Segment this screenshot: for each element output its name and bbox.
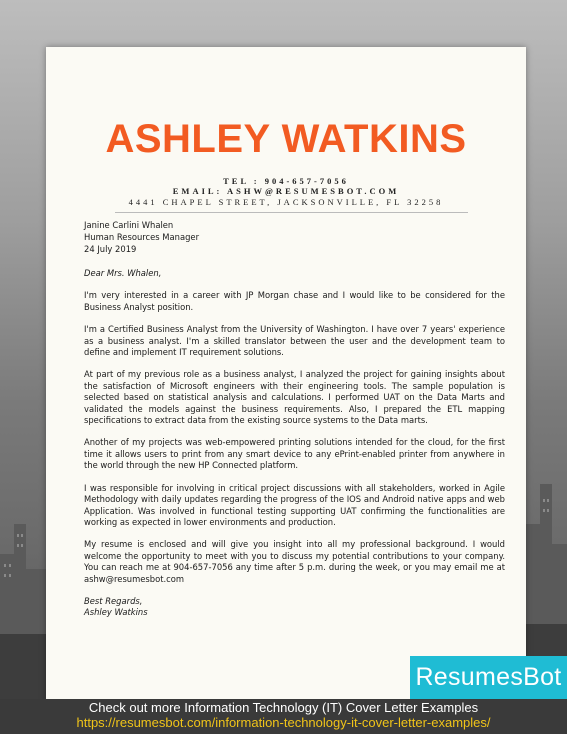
address-line: 4441 CHAPEL STREET, JACKSONVILLE, FL 32258 <box>128 197 444 207</box>
paragraph: I was responsible for involving in critical project discussions with all stakeholders, worked in Agile Methodology with daily updates regarding the progress of the IOS and Android native apps and web Application. Was involved in functional testing supporting UAT confirming the functionalities are working as expected in lower environments and production. <box>84 482 505 527</box>
paragraph: At part of my previous role as a business analyst, I analyzed the project for gaining insights about the satisfaction of Microsoft engineers with their engineering tools. The sample population is selected based on statistical analysis and calculations. I performed UAT on the Data Marts and validated the models against the business requirements. Also, I prepared the ETL mapping specifications to extract data from the existing source systems to the Data marts. <box>84 369 505 426</box>
signature: Ashley Watkins <box>84 607 148 618</box>
paragraph: I'm a Certified Business Analyst from the University of Washington. I have over 7 years' experience as a business analyst. I'm a skilled translator between the user and the development team to define and implement IT requirement solutions. <box>84 324 505 358</box>
applicant-name: ASHLEY WATKINS <box>105 117 467 161</box>
resumesbot-logo[interactable]: ResumesBot <box>410 656 567 699</box>
footer-link[interactable]: https://resumesbot.com/information-technology-it-cover-letter-examples/ <box>76 715 491 730</box>
letter-date: 24 July 2019 <box>84 244 137 254</box>
cover-letter-page <box>46 47 526 701</box>
recipient-name: Janine Carlini Whalen <box>84 220 174 230</box>
header-divider <box>115 212 468 213</box>
recipient-title: Human Resources Manager <box>84 232 200 242</box>
footer-title: Check out more Information Technology (IT) Cover Letter Examples <box>88 700 479 715</box>
letter-body <box>84 219 505 619</box>
greeting: Dear Mrs. Whalen, <box>84 268 162 278</box>
phone-line: TEL : 904-657-7056 <box>223 176 349 186</box>
paragraph: My resume is enclosed and will give you insight into all my professional background. I would welcome the opportunity to meet with you to discuss my potential contributions to your company. You can reach me at 904-657-7056 any time after 5 p.m. during the week, or you may email me at ashw@resumesbot.com <box>84 539 505 584</box>
paragraph: Another of my projects was web-empowered printing solutions intended for the cloud, for the first time it allows users to print from any smart device to any ePrint-enabled printer from anywhere in the world through the new HP Connected platform. <box>84 437 505 471</box>
closing: Best Regards, <box>84 595 143 606</box>
paragraph: I'm very interested in a career with JP Morgan chase and I would like to be considered for the Business Analyst position. <box>84 290 505 312</box>
footer-banner <box>0 699 567 734</box>
email-line: EMAIL: ASHW@RESUMESBOT.COM <box>172 186 400 196</box>
recipient-block <box>84 219 505 255</box>
